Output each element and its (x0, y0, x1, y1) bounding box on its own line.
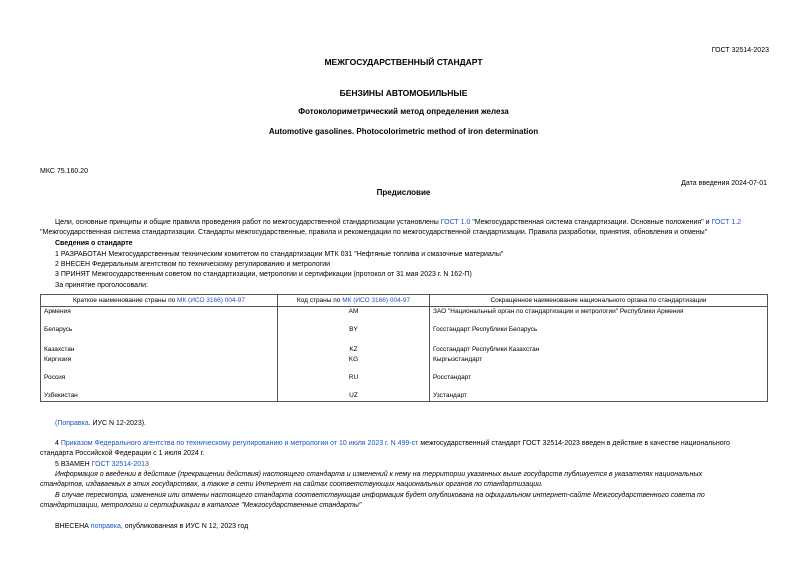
note-publication-line2: стандартов, издаваемых в этих государствах, а также в сети Интернет на сайтах соответствующих национальных органов по стандартизации. (40, 481, 543, 488)
intro-date: Дата введения 2024-07-01 (681, 180, 767, 187)
subtitle-en: Automotive gasolines. Photocolorimetric method of iron determination (268, 127, 539, 136)
gost-1-2-link[interactable]: ГОСТ 1.2 (711, 219, 742, 226)
table-row (41, 391, 768, 402)
table-row (41, 373, 768, 391)
amendment-published-note (55, 522, 248, 531)
standard-type-heading: МЕЖГОСУДАРСТВЕННЫЙ СТАНДАРТ (324, 57, 483, 67)
country-cell: Беларусь (41, 325, 278, 345)
code-cell: UZ (278, 391, 430, 402)
note-publication-line1: Информация о введении в действие (прекращении действия) настоящего стандарта и изменений к нему на территории указанных выше государств публикуется в указателях национальных (55, 471, 703, 478)
header-text: Код страны по (296, 296, 343, 304)
document-number: ГОСТ 32514-2023 (711, 47, 769, 54)
body-cell: Кыргызстандарт (430, 355, 768, 373)
country-cell: Казахстан (41, 345, 278, 355)
body-cell: Росстандарт (430, 373, 768, 391)
country-cell: Армения (41, 307, 278, 325)
item-developed-by: 1 РАЗРАБОТАН Межгосударственным техническим комитетом по стандартизации МТК 031 "Нефтяные топлива и смазочные материалы" (55, 251, 504, 258)
note-revision-line1: В случае пересмотра, изменения или отмены настоящего стандарта соответствующая информация будет опубликована на официальном интернет-сайте Межгосударственного совета по (55, 492, 705, 499)
item-text: 5 ВЗАМЕН (55, 461, 92, 468)
table-header-row (41, 295, 768, 307)
body-cell: Госстандарт Республики Казахстан (430, 345, 768, 355)
table-row (41, 307, 768, 325)
code-cell: KG (278, 355, 430, 373)
col-body-header: Сокращенное наименование национального органа по стандартизации (430, 295, 768, 307)
body-cell: Узстандарт (430, 391, 768, 402)
section-title: Предисловие (376, 188, 431, 197)
table-row (41, 325, 768, 345)
note-revision-line2: стандартизации, метрологии и сертификации в каталоге "Межгосударственные стандарты" (40, 502, 362, 509)
country-cell: Киргизия (41, 355, 278, 373)
amendment-link[interactable]: (Поправка. (55, 420, 91, 427)
country-cell: Узбекистан (41, 391, 278, 402)
item-number: 4 (55, 440, 61, 447)
code-cell: BY (278, 325, 430, 345)
gost-1-0-link[interactable]: ГОСТ 1.0 (440, 219, 471, 226)
standard-info-heading: Сведения о стандарте (55, 240, 133, 247)
subtitle-ru: Фотоколориметрический метод определения железа (298, 107, 509, 116)
gost-32514-2013-link[interactable]: ГОСТ 32514-2013 (91, 461, 149, 468)
table-row (41, 345, 768, 355)
body-cell: Госстандарт Республики Беларусь (430, 325, 768, 345)
col-country-header (41, 295, 278, 307)
item-adopted-by: 3 ПРИНЯТ Межгосударственным советом по стандартизации, метрологии и сертификации (протокол от 31 мая 2023 г. N 162-П) (55, 271, 472, 278)
header-text: Краткое наименование страны по (73, 296, 178, 304)
voting-states-table (40, 294, 768, 402)
foreword-paragraph-line1 (55, 218, 741, 227)
amendment-footer-link[interactable]: поправка (90, 523, 121, 530)
mk-iso-link[interactable]: МК (ИСО 3166) 004-97 (342, 296, 411, 304)
code-cell: KZ (278, 345, 430, 355)
item-introduced-by: 2 ВНЕСЕН Федеральным агентством по техническому регулированию и метрологии (55, 261, 331, 268)
foreword-text: Цели, основные принципы и общие правила проведения работ по межгосударственной стандартизации установлены (55, 219, 441, 226)
item-replaces (55, 460, 149, 469)
code-cell: RU (278, 373, 430, 391)
country-cell: Россия (41, 373, 278, 391)
voted-label: За принятие проголосовали: (55, 282, 148, 289)
mk-iso-link[interactable]: МК (ИСО 3166) 004-97 (177, 296, 245, 304)
code-cell: AM (278, 307, 430, 325)
body-cell: ЗАО "Национальный орган по стандартизации и метрологии" Республики Армения (430, 307, 768, 325)
item-enacted-line1 (55, 439, 730, 448)
table-row (41, 355, 768, 373)
amendment-note (55, 419, 146, 428)
foreword-text: "Межгосударственная система стандартизации. Основные положения" и (470, 219, 712, 226)
order-link[interactable]: Приказом Федерального агентства по техническому регулированию и метрологии от 10 июля 2023 г. N 499-ст (60, 440, 419, 447)
foreword-paragraph-line2: "Межгосударственная система стандартизации. Стандарты межгосударственные, правила и рекомендации по межгосударственной стандартизации. Правила разработки, принятия, обновления и отмены" (40, 229, 708, 236)
item-text: межгосударственный стандарт ГОСТ 32514-2023 введен в действие в качестве национального (418, 440, 730, 447)
col-code-header (278, 295, 430, 307)
amendment-text: ИУС N 12-2023). (90, 420, 146, 427)
footer-text: , опубликованная в ИУС N 12, 2023 год (120, 523, 249, 530)
document-title: БЕНЗИНЫ АВТОМОБИЛЬНЫЕ (339, 88, 468, 98)
item-enacted-line2: стандарта Российской Федерации с 1 июля 2024 г. (40, 450, 205, 457)
mks-code: МКС 75.160.20 (40, 168, 88, 175)
footer-text: ВНЕСЕНА (55, 523, 91, 530)
